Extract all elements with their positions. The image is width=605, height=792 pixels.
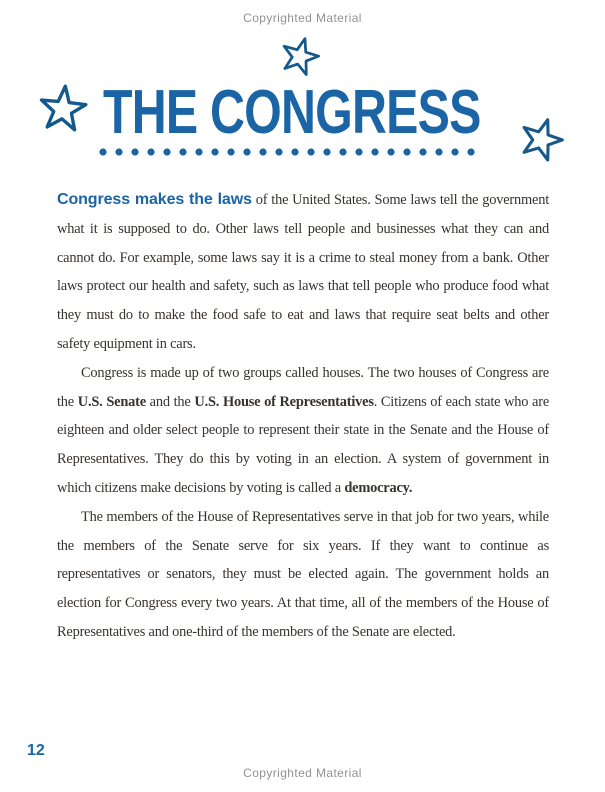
page-number: 12 [27,742,45,759]
star-icon [273,28,326,84]
text-segment: U.S. Senate [77,393,146,410]
text-segment: and the [145,393,195,410]
text-segment: . Citizens of each state who are eighteen and older select people to represent their state in the Senate and the House of Representatives. They do this by voting in an election. A system of government in which citizens make decisions by voting is called a [57,393,550,496]
text-segment: democracy. [344,479,413,496]
star-icon [34,78,91,138]
copyright-notice-bottom: Copyrighted Material [243,766,362,780]
text-segment: U.S. House of Representatives [194,393,374,410]
paragraph [57,503,549,647]
text-segment: The members of the House of Representatives serve in that job for two years, while the members of the Senate serve for six years. If they want to continue as representatives or senators, they must be elected again. The government holds an election for Congress every two years. At that time, all of the members of the House of Representatives and one-third of the members of the Senate are elected. [57,508,549,640]
paragraph [57,359,549,503]
text-segment: of the United States. Some laws tell the government what it is supposed to do. Other laws tell people and businesses what they can and cannot do. For example, some laws say it is a crime to steal money from a bank. Other laws protect our health and safety, such as laws that tell people who produce food what they must do to make the food safe to eat and laws that require seat belts and other safety equipment in cars. [57,192,549,352]
page-title: THE CONGRESS [103,78,481,147]
star-icon [511,108,571,170]
text-segment: Congress is made up of two groups called houses. The two houses of Congress are the [57,364,549,410]
copyright-notice-top: Copyrighted Material [243,11,362,25]
paragraph [57,186,549,359]
lead-in-text: Congress makes the laws [57,191,252,208]
body-paragraphs [57,186,549,647]
dotted-divider [99,148,483,156]
